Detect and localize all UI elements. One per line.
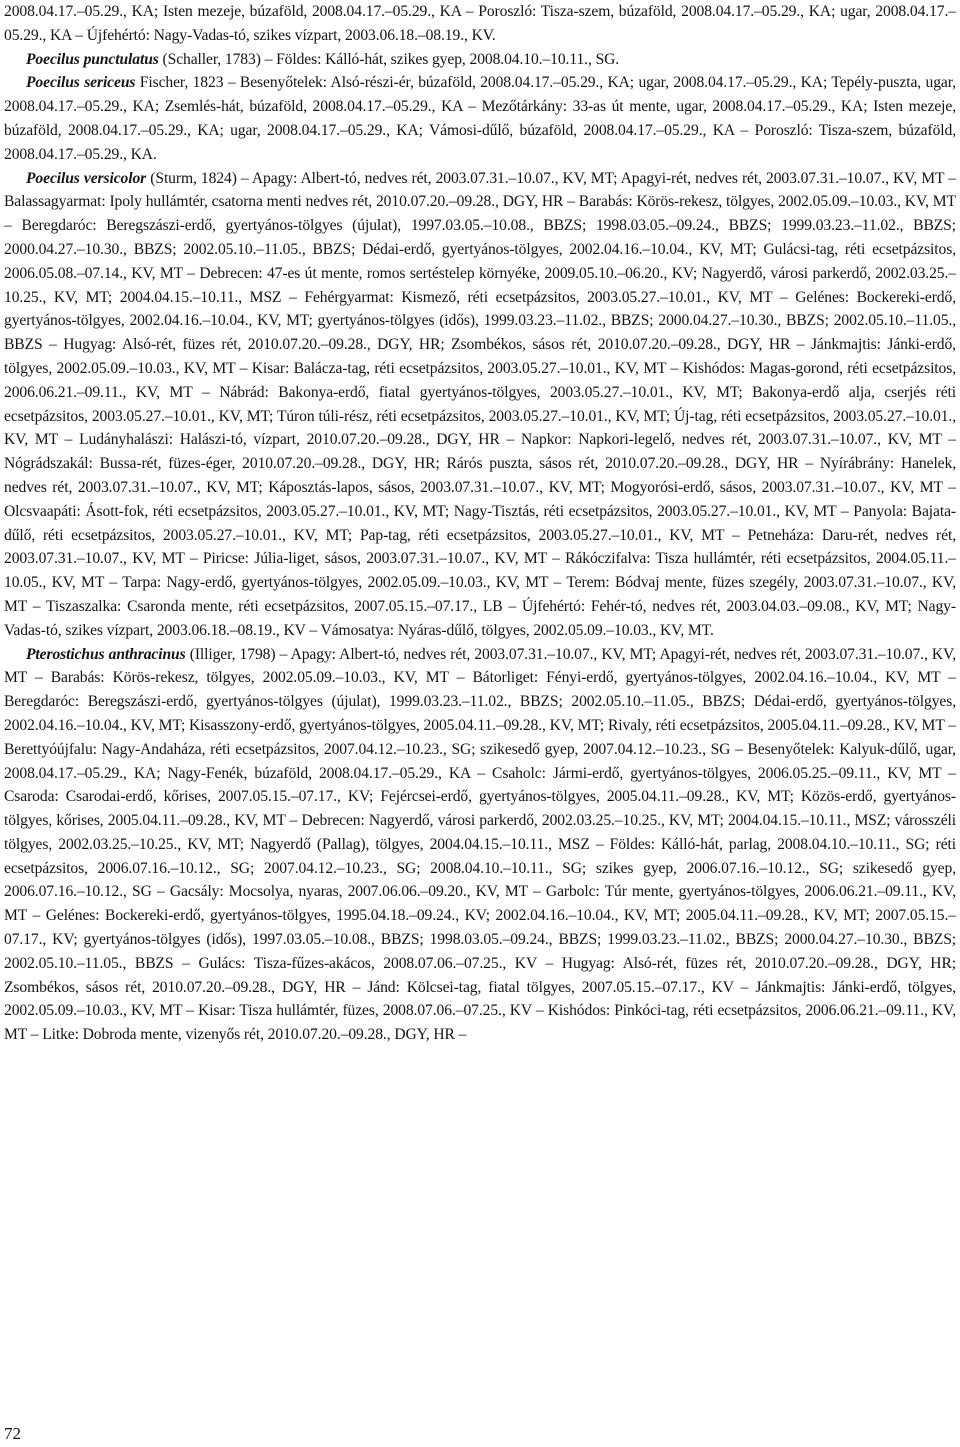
- species-name: Poecilus versicolor: [26, 169, 147, 187]
- species-name: Poecilus punctulatus: [26, 50, 159, 68]
- page-number: 72: [4, 1424, 21, 1443]
- record-text: (Illiger, 1798) – Apagy: Albert-tó, nedves rét, 2003.07.31.–10.07., KV, MT; Apagyi-rét, nedves rét, 2003.07.31.–10.07., KV, MT – Barabás: Körös-rekesz, tölgyes, 2002.05.09.–10.03., KV, MT – Bátorliget: Fényi-erdő, gyertyános-tölgyes, 2002.04.16.–10.04., KV, MT – Beregdaróc: Beregszászi-erdő, gyertyános-tölgyes (újulat), 1999.03.23.–11.02., BBZS; 2002.05.10.–11.05., BBZS; Dédai-erdő, gyertyános-tölgyes, 2002.04.16.–10.04., KV, MT; Kisasszony-erdő, gyertyános-tölgyes, 2005.04.11.–09.28., KV, MT; Rivaly, réti ecsetpázsitos, 2005.04.11.–09.28., KV, MT – Berettyóújfalu: Nagy-Andaháza, réti ecsetpázsitos, 2007.04.12.–10.23., SG; szikesedő gyep, 2007.04.12.–10.23., SG – Besenyőtelek: Kalyuk-dűlő, ugar, 2008.04.17.–05.29., KA; Nagy-Fenék, búzaföld, 2008.04.17.–05.29., KA – Csaholc: Jármi-erdő, gyertyános-tölgyes, 2006.05.25.–09.11., KV, MT – Csaroda: Csarodai-erdő, kőrises, 2007.05.15.–07.17., KV; Fejércsei-erdő, gyertyános-tölgyes, 2005.04.11.–09.28., KV, MT; Közös-erdő, gyertyános-tölgyes, kőrises, 2005.04.11.–09.28., KV, MT – Debrecen: Nagyerdő, városi parkerdő, 2002.03.25.–10.25., KV, MT; 2004.04.15.–10.11., MSZ; városszéli tölgyes, 2002.03.25.–10.25., KV, MT; Nagyerdő (Pallag), tölgyes, 2004.04.15.–10.11., MSZ – Földes: Kálló-hát, parlag, 2008.04.10.–10.11., SG; réti ecsetpázsitos, 2006.07.16.–10.12., SG; 2007.04.12.–10.23., SG; 2008.04.10.–10.11., SG; szikes gyep, 2006.07.16.–10.12., SG; szikesedő gyep, 2006.07.16.–10.12., SG – Gacsály: Mocsolya, nyaras, 2007.06.06.–09.20., KV, MT – Garbolc: Túr mente, gyertyános-tölgyes, 2006.06.21.–09.11., KV, MT – Gelénes: Bockereki-erdő, gyertyános-tölgyes, 1995.04.18.–09.24., KV; 2002.04.16.–10.04., KV, MT; 2005.04.11.–09.28., KV, MT; 2007.05.15.–07.17., KV; gyertyános-tölgyes (idős), 1997.03.05.–10.08., BBZS; 1998.03.05.–09.24., BBZS; 1999.03.23.–11.02., BBZS; 2000.04.27.–10.30., BBZS; 2002.05.10.–11.05., BBZS – Gulács: Tisza-fűzes-akácos, 2008.07.06.–07.25., KV – Hugyag: Alsó-rét, füzes rét, 2010.07.20.–09.28., DGY, HR; Zsombékos, sásos rét, 2010.07.20.–09.28., DGY, HR – Jánd: Kölcsei-tag, fiatal tölgyes, 2007.05.15.–07.17., KV – Jánkmajtis: Jánki-erdő, tölgyes, 2002.05.09.–10.03., KV, MT – Kisar: Tisza hullámtér, füzes, 2008.07.06.–07.25., KV – Kishódos: Pinkóci-tag, réti ecsetpázsitos, 2006.06.21.–09.11., KV, MT – Litke: Dobroda mente, vizenyős rét, 2010.07.20.–09.28., DGY, HR –: [4, 645, 957, 1044]
- record-paragraph: [4, 643, 956, 1048]
- record-text: (Schaller, 1783) – Földes: Kálló-hát, szikes gyep, 2008.04.10.–10.11., SG.: [158, 50, 620, 68]
- species-records-text: [4, 0, 956, 1047]
- record-text: Fischer, 1823 – Besenyőtelek: Alsó-részi-ér, búzaföld, 2008.04.17.–05.29., KA; ugar, 2008.04.17.–05.29., KA; Tepély-puszta, ugar, 2008.04.17.–05.29., KA; Zsemlés-hát, búzaföld, 2008.04.17.–05.29., KA – Mezőtárkány: 33-as út mente, ugar, 2008.04.17.–05.29., KA; Isten mezeje, búzaföld, 2008.04.17.–05.29., KA; ugar, 2008.04.17.–05.29., KA; Vámosi-dűlő, búzaföld, 2008.04.17.–05.29., KA – Poroszló: Tisza-szem, búzaföld, 2008.04.17.–05.29., KA.: [4, 74, 956, 163]
- record-paragraph: [4, 0, 956, 48]
- record-paragraph: [4, 71, 956, 166]
- record-paragraph: [4, 167, 956, 643]
- species-name: Poecilus sericeus: [26, 74, 136, 92]
- record-text: (Sturm, 1824) – Apagy: Albert-tó, nedves rét, 2003.07.31.–10.07., KV, MT; Apagyi-rét, nedves rét, 2003.07.31.–10.07., KV, MT – Balassagyarmat: Ipoly hullámtér, csatorna menti nedves rét, 2010.07.20.–09.28., DGY, HR – Barabás: Körös-rekesz, tölgyes, 2002.05.09.–10.03., KV, MT – Beregdaróc: Beregszászi-erdő, gyertyános-tölgyes (újulat), 1997.03.05.–10.08., BBZS; 1998.03.05.–09.24., BBZS; 1999.03.23.–11.02., BBZS; 2000.04.27.–10.30., BBZS; 2002.05.10.–11.05., BBZS; Dédai-erdő, gyertyános-tölgyes, 2002.04.16.–10.04., KV, MT; Gulácsi-tag, réti ecsetpázsitos, 2006.05.08.–07.14., KV, MT – Debrecen: 47-es út mente, romos sertéstelep környéke, 2009.05.10.–06.20., KV; Nagyerdő, városi parkerdő, 2002.03.25.–10.25., KV, MT; 2004.04.15.–10.11., MSZ – Fehérgyarmat: Kismező, réti ecsetpázsitos, 2003.05.27.–10.01., KV, MT – Gelénes: Bockereki-erdő, gyertyános-tölgyes, 2002.04.16.–10.04., KV, MT; gyertyános-tölgyes (idős), 1999.03.23.–11.02., BBZS; 2000.04.27.–10.30., BBZS; 2002.05.10.–11.05., BBZS – Hugyag: Alsó-rét, füzes rét, 2010.07.20.–09.28., DGY, HR; Zsombékos, sásos rét, 2010.07.20.–09.28., DGY, HR – Jánkmajtis: Jánki-erdő, tölgyes, 2002.05.09.–10.03., KV, MT – Kisar: Balácza-tag, réti ecsetpázsitos, 2003.05.27.–10.01., KV, MT – Kishódos: Magas-gorond, réti ecsetpázsitos, 2006.06.21.–09.11., KV, MT – Nábrád: Bakonya-erdő, fiatal gyertyános-tölgyes, 2003.05.27.–10.01., KV, MT; Bakonya-erdő alja, cserjés réti ecsetpázsitos, 2003.05.27.–10.01., KV, MT; Túron túli-rész, réti ecsetpázsitos, 2003.05.27.–10.01., KV, MT; Új-tag, réti ecsetpázsitos, 2003.05.27.–10.01., KV, MT – Ludányhalászi: Halászi-tó, vízpart, 2010.07.20.–09.28., DGY, HR – Napkor: Napkori-legelő, nedves rét, 2003.07.31.–10.07., KV, MT – Nógrádszakál: Bussa-rét, füzes-éger, 2010.07.20.–09.28., DGY, HR; Rárós puszta, sásos rét, 2010.07.20.–09.28., DGY, HR – Nyírábrány: Hanelek, nedves rét, 2003.07.31.–10.07., KV, MT; Káposztás-lapos, sásos, 2003.07.31.–10.07., KV, MT; Mogyorósi-erdő, sásos, 2003.07.31.–10.07., KV, MT – Olcsvaapáti: Ásott-fok, réti ecsetpázsitos, 2003.05.27.–10.01., KV, MT; Nagy-Tisztás, réti ecsetpázsitos, 2003.05.27.–10.01., KV, MT – Panyola: Bajata-dűlő, réti ecsetpázsitos, 2003.05.27.–10.01., KV, MT; Pap-tag, réti ecsetpázsitos, 2003.05.27.–10.01., KV, MT – Petneháza: Daru-rét, nedves rét, 2003.07.31.–10.07., KV, MT – Piricse: Júlia-liget, sásos, 2003.07.31.–10.07., KV, MT – Rákóczifalva: Tisza hullámtér, réti ecsetpázsitos, 2004.05.11.–10.05., KV, MT – Tarpa: Nagy-erdő, gyertyános-tölgyes, 2002.05.09.–10.03., KV, MT – Terem: Bódvaj mente, füzes szegély, 2003.07.31.–10.07., KV, MT – Tiszaszalka: Csaronda mente, réti ecsetpázsitos, 2007.05.15.–07.17., LB – Újfehértó: Fehér-tó, nedves rét, 2003.04.03.–09.08., KV, MT; Nagy-Vadas-tó, szikes vízpart, 2003.06.18.–08.19., KV – Vámosatya: Nyáras-dűlő, tölgyes, 2002.05.09.–10.03., KV, MT.: [4, 169, 956, 639]
- species-name: Pterostichus anthracinus: [26, 645, 186, 663]
- record-paragraph: [4, 48, 956, 72]
- record-text: 2008.04.17.–05.29., KA; Isten mezeje, búzaföld, 2008.04.17.–05.29., KA – Poroszló: Tisza-szem, búzaföld, 2008.04.17.–05.29., KA; ugar, 2008.04.17.–05.29., KA – Újfehértó: Nagy-Vadas-tó, szikes vízpart, 2003.06.18.–08.19., KV.: [4, 3, 956, 44]
